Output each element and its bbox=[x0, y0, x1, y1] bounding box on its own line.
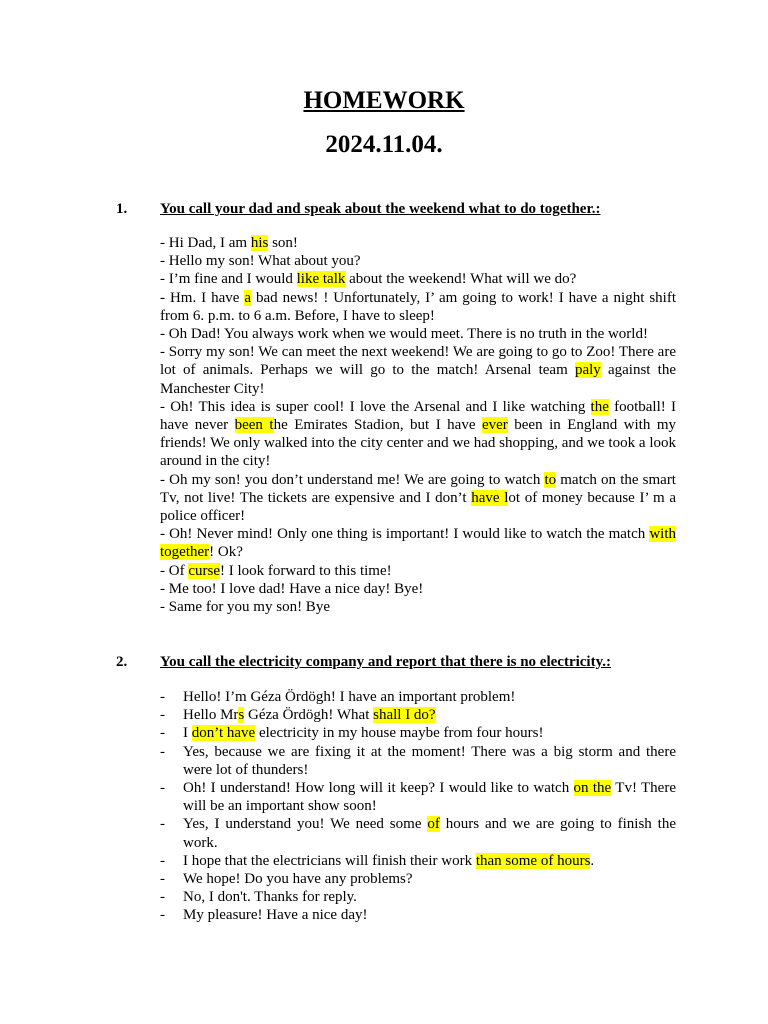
section-2-dialogue bbox=[160, 688, 676, 925]
highlighted-text: curse bbox=[188, 562, 220, 579]
list-item bbox=[160, 743, 676, 779]
text-segment: Yes, I understand you! We need some bbox=[183, 816, 428, 833]
document-date: 2024.11.04. bbox=[325, 131, 443, 158]
text-segment: - Me too! I love dad! Have a nice day! Bye! bbox=[160, 580, 424, 597]
section-2-heading bbox=[116, 653, 716, 671]
highlighted-text: than some of hours bbox=[475, 852, 591, 869]
highlighted-text: his bbox=[250, 235, 269, 251]
highlighted-text: on the bbox=[573, 780, 612, 797]
text-segment: No, I don't. Thanks for reply. bbox=[183, 889, 357, 906]
section-1-heading bbox=[116, 200, 716, 218]
list-item bbox=[160, 724, 676, 742]
list-dash: - bbox=[160, 852, 165, 869]
text-segment: against the Manchester City! bbox=[160, 362, 676, 397]
text-segment: football! I have never bbox=[160, 398, 676, 434]
list-item bbox=[160, 906, 676, 924]
list-item bbox=[160, 815, 676, 851]
text-segment: - Hi Dad, I am bbox=[160, 235, 251, 251]
list-item-text bbox=[183, 706, 676, 724]
list-item bbox=[160, 688, 676, 706]
list-dash: - bbox=[160, 889, 165, 906]
dialogue-line bbox=[160, 325, 676, 343]
list-item-text bbox=[183, 688, 676, 706]
highlighted-text: don’t have bbox=[191, 725, 256, 742]
list-dash: - bbox=[160, 707, 165, 724]
list-dash: - bbox=[160, 725, 165, 742]
text-segment: electricity in my house maybe from four hours! bbox=[255, 725, 544, 742]
list-item-text bbox=[183, 724, 676, 742]
text-segment: - Sorry my son! We can meet the next weekend! We are going to go to Zoo! There are lot of animals. Perhaps we will go to the match! Arsenal team bbox=[160, 344, 676, 379]
list-dash: - bbox=[160, 871, 165, 888]
dialogue-line bbox=[160, 398, 676, 471]
document-title: HOMEWORK bbox=[303, 87, 465, 114]
text-segment: I bbox=[183, 725, 192, 742]
highlighted-text: shall I do? bbox=[373, 707, 436, 724]
list-dash: - bbox=[160, 780, 165, 797]
text-segment: - Hm. I have bbox=[160, 289, 245, 306]
highlighted-text: of bbox=[427, 816, 440, 833]
text-segment: - Oh! Never mind! Only one thing is important! I would like to watch the match bbox=[160, 526, 650, 543]
list-item bbox=[160, 870, 676, 888]
highlighted-text: a bbox=[244, 289, 252, 306]
text-segment: - Oh Dad! You always work when we would meet. There is no truth in the world! bbox=[160, 326, 648, 343]
dialogue-line bbox=[160, 270, 676, 288]
list-item bbox=[160, 852, 676, 870]
section-1-dialogue bbox=[160, 234, 676, 616]
list-dash: - bbox=[160, 816, 165, 833]
list-dash: - bbox=[160, 743, 165, 760]
text-segment: - I’m fine and I would bbox=[160, 271, 297, 288]
section-2-number: 2. bbox=[116, 654, 128, 670]
list-item bbox=[160, 888, 676, 906]
list-item-text bbox=[183, 743, 676, 779]
dialogue-line bbox=[160, 289, 676, 325]
highlighted-text: s bbox=[238, 707, 245, 724]
dialogue-line bbox=[160, 580, 676, 598]
text-segment: been in England with my friends! We only walked into the city center and we had shopping, and we took a look around in the city! bbox=[160, 417, 676, 470]
list-item-text bbox=[183, 852, 676, 870]
highlighted-text: ever bbox=[481, 417, 508, 434]
dialogue-line bbox=[160, 525, 676, 561]
dialogue-line bbox=[160, 471, 676, 526]
text-segment: bad news! ! Unfortunately, I’ am going to work! I have a night shift from 6. p.m. to 6 a.m. Before, I have to sleep! bbox=[160, 289, 676, 324]
text-segment: about the weekend! What will we do? bbox=[345, 271, 577, 288]
text-segment: . bbox=[590, 852, 595, 869]
text-segment: ot of money because I’ m a police officer! bbox=[160, 489, 677, 525]
text-segment: - Hello my son! What about you? bbox=[160, 253, 361, 270]
list-item-text bbox=[183, 888, 676, 906]
text-segment: he Emirates Stadion, but I have bbox=[273, 417, 482, 434]
text-segment: - Oh! This idea is super cool! I love the Arsenal and I like watching bbox=[160, 398, 591, 415]
text-segment: Hello Mr bbox=[183, 707, 239, 724]
text-segment: - Same for you my son! Bye bbox=[160, 599, 330, 616]
text-segment: Yes, because we are fixing it at the moment! There was a big storm and there were lot of thunders! bbox=[183, 743, 676, 778]
text-segment: ! Ok? bbox=[209, 544, 243, 561]
list-item-text bbox=[183, 870, 676, 888]
section-1-number: 1. bbox=[116, 201, 128, 217]
text-segment: hours and we are going to finish the work. bbox=[183, 816, 677, 851]
text-segment: Oh! I understand! How long will it keep? I would like to watch bbox=[183, 780, 574, 797]
text-segment: - Of bbox=[160, 562, 189, 579]
highlighted-text: with together bbox=[160, 526, 676, 561]
list-item-text bbox=[183, 815, 676, 851]
section-2-title: You call the electricity company and report that there is no electricity.: bbox=[160, 654, 612, 670]
highlighted-text: to bbox=[544, 471, 557, 488]
list-item-text bbox=[183, 906, 676, 924]
dialogue-line bbox=[160, 343, 676, 398]
text-segment: My pleasure! Have a nice day! bbox=[183, 907, 368, 924]
list-item bbox=[160, 706, 676, 724]
list-item-text bbox=[183, 779, 676, 815]
dialogue-line bbox=[160, 252, 676, 270]
text-segment: We hope! Do you have any problems? bbox=[183, 871, 413, 888]
dialogue-line bbox=[160, 598, 676, 616]
text-segment: Hello! I’m Géza Ördögh! I have an important problem! bbox=[183, 689, 516, 705]
highlighted-text: the bbox=[590, 398, 609, 415]
list-dash: - bbox=[160, 689, 165, 705]
highlighted-text: been t bbox=[234, 417, 274, 434]
text-segment: ! I look forward to this time! bbox=[219, 562, 392, 579]
text-segment: match on the smart Tv, not live! The tickets are expensive and I don’t bbox=[160, 471, 676, 506]
text-segment: son! bbox=[268, 235, 298, 251]
highlighted-text: have l bbox=[471, 489, 509, 506]
list-item bbox=[160, 779, 676, 815]
list-dash: - bbox=[160, 907, 165, 924]
text-segment: Tv! There will be an important show soon! bbox=[183, 780, 676, 815]
text-segment: - Oh my son! you don’t understand me! We are going to watch bbox=[160, 471, 545, 488]
highlighted-text: like talk bbox=[296, 271, 346, 288]
section-1-title: You call your dad and speak about the weekend what to do together.: bbox=[160, 201, 601, 217]
highlighted-text: paly bbox=[574, 362, 601, 379]
dialogue-line bbox=[160, 562, 676, 580]
text-segment: Géza Ördögh! What bbox=[244, 707, 374, 724]
text-segment: I hope that the electricians will finish their work bbox=[183, 852, 476, 869]
dialogue-line bbox=[160, 234, 676, 252]
